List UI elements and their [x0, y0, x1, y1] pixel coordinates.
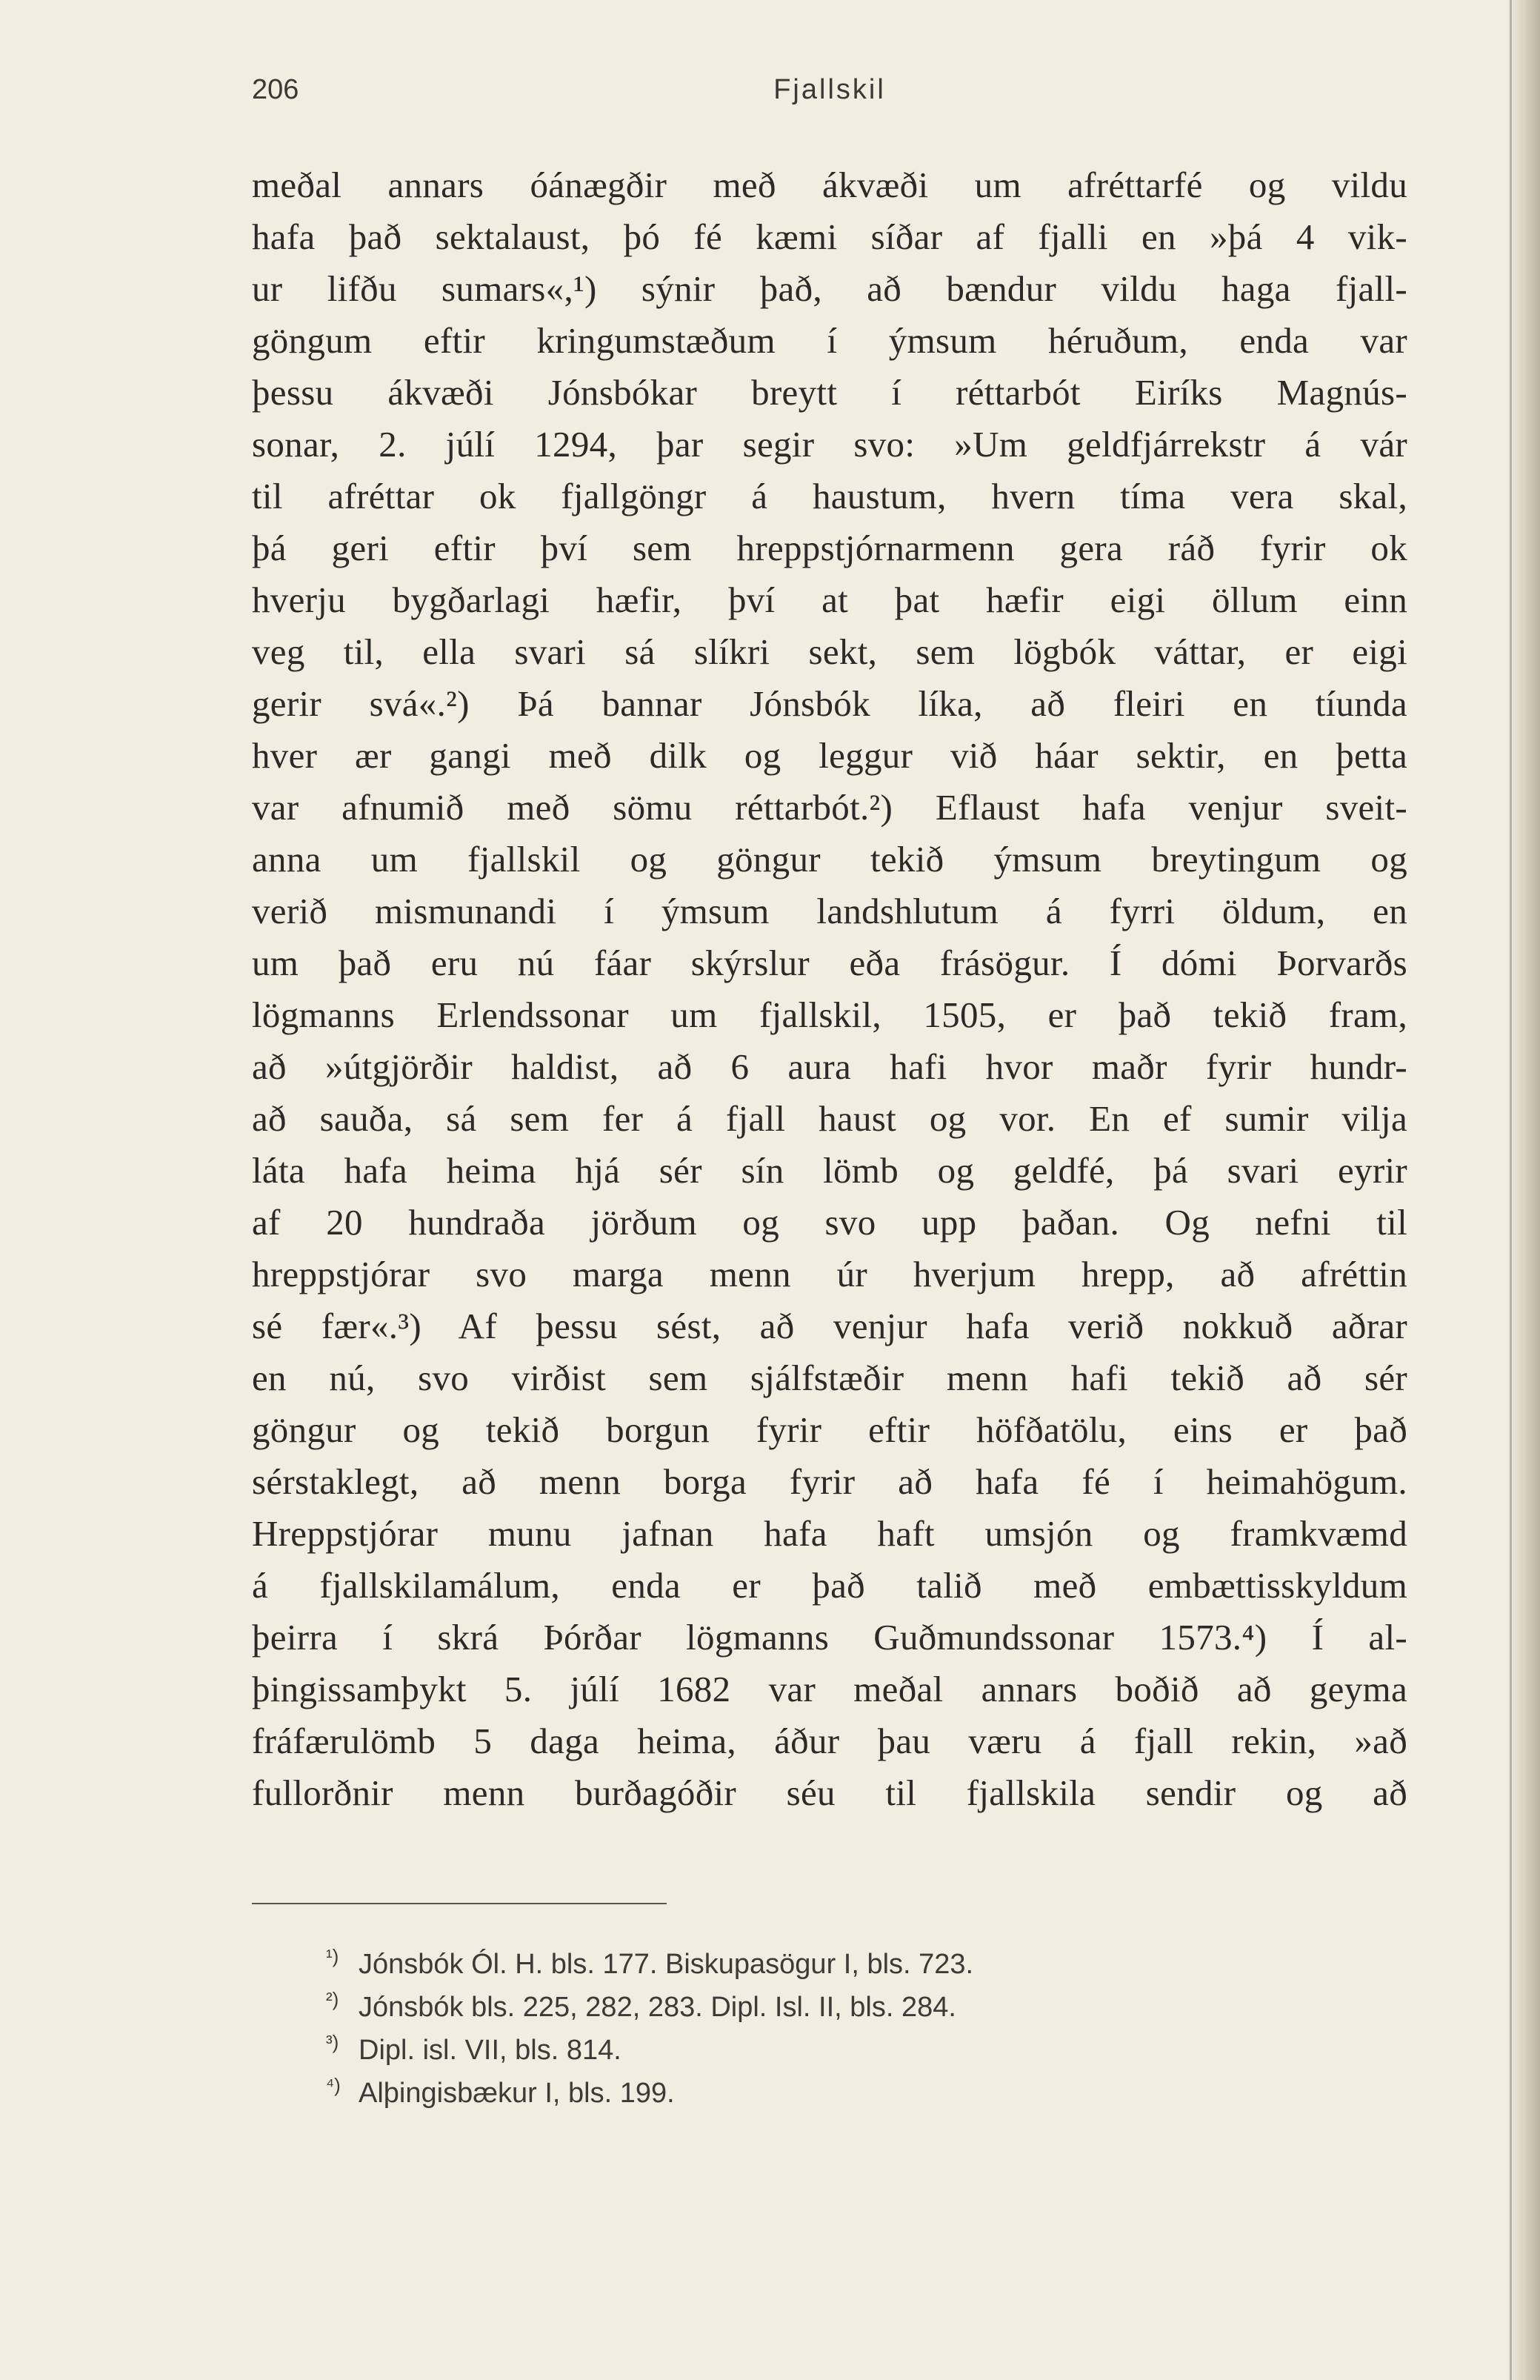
text-line: að »útgjörðir haldist, að 6 aura hafi hvor maðr fyrir hundr-: [252, 1046, 1407, 1087]
text-line: hver ær gangi með dilk og leggur við háar sektir, en þetta: [252, 735, 1407, 776]
page-header: [252, 74, 1407, 119]
text-line: sonar, 2. júlí 1294, þar segir svo: »Um geldfjárrekstr á vár: [252, 424, 1407, 465]
text-line: þá geri eftir því sem hreppstjórnarmenn gera ráð fyrir ok: [252, 528, 1407, 568]
text-line: meðal annars óánægðir með ákvæði um afréttarfé og vildu: [252, 164, 1407, 205]
page-number: 206: [252, 74, 299, 105]
text-line: gerir svá«.²) Þá bannar Jónsbók líka, að fleiri en tíunda: [252, 683, 1407, 724]
page-edge-line: [1510, 0, 1512, 2380]
text-line: til afréttar ok fjallgöngr á haustum, hvern tíma vera skal,: [252, 476, 1407, 516]
footnote-text: Alþingisbækur I, bls. 199.: [359, 2078, 675, 2109]
text-line: ur lifðu sumars«,¹) sýnir það, að bændur vildu haga fjall-: [252, 268, 1407, 309]
text-line: göngum eftir kringumstæðum í ýmsum héruðum, enda var: [252, 320, 1407, 361]
text-line: þingissamþykt 5. júlí 1682 var meðal annars boðið að geyma: [252, 1669, 1407, 1709]
text-line: var afnumið með sömu réttarbót.²) Eflaust hafa venjur sveit-: [252, 787, 1407, 828]
body-text: [252, 159, 1407, 1819]
text-line: lögmanns Erlendssonar um fjallskil, 1505, er það tekið fram,: [252, 994, 1407, 1035]
footnote-1: ¹) Jónsbók Ól. H. bls. 177. Biskupasögur I, bls. 723.: [326, 1945, 974, 1980]
text-line: hreppstjórar svo marga menn úr hverjum hrepp, að afréttin: [252, 1254, 1407, 1294]
text-line: fráfærulömb 5 daga heima, áður þau væru á fjall rekin, »að: [252, 1721, 1407, 1761]
text-line: fullorðnir menn burðagóðir séu til fjallskila sendir og að: [252, 1772, 1407, 1813]
text-line: hverju bygðarlagi hæfir, því at þat hæfir eigi öllum einn: [252, 579, 1407, 620]
footnote-2: ²) Jónsbók bls. 225, 282, 283. Dipl. Isl. II, bls. 284.: [326, 1988, 956, 2023]
footnote-text: Jónsbók bls. 225, 282, 283. Dipl. Isl. II, bls. 284.: [359, 1992, 956, 2023]
text-line: þessu ákvæði Jónsbókar breytt í réttarbót Eiríks Magnús-: [252, 372, 1407, 413]
footnote-text: Jónsbók Ól. H. bls. 177. Biskupasögur I, bls. 723.: [359, 1949, 974, 1980]
text-line: sérstaklegt, að menn borga fyrir að hafa fé í heimahögum.: [252, 1461, 1407, 1502]
footnote-text: Dipl. isl. VII, bls. 814.: [359, 2035, 621, 2066]
text-line: láta hafa heima hjá sér sín lömb og geldfé, þá svari eyrir: [252, 1150, 1407, 1191]
text-line: að sauða, sá sem fer á fjall haust og vor. En ef sumir vilja: [252, 1098, 1407, 1139]
text-line: verið mismunandi í ýmsum landshlutum á fyrri öldum, en: [252, 891, 1407, 931]
text-line: Hreppstjórar munu jafnan hafa haft umsjón og framkvæmd: [252, 1513, 1407, 1554]
text-line: á fjallskilamálum, enda er það talið með embættisskyldum: [252, 1565, 1407, 1606]
text-line: veg til, ella svari sá slíkri sekt, sem lögbók váttar, er eigi: [252, 631, 1407, 672]
running-title: Fjallskil: [773, 74, 886, 105]
text-line: um það eru nú fáar skýrslur eða frásögur. Í dómi Þorvarðs: [252, 943, 1407, 983]
text-line: anna um fjallskil og göngur tekið ýmsum breytingum og: [252, 839, 1407, 880]
text-line: þeirra í skrá Þórðar lögmanns Guðmundssonar 1573.⁴) Í al-: [252, 1617, 1407, 1658]
text-line: göngur og tekið borgun fyrir eftir höfðatölu, eins er það: [252, 1409, 1407, 1450]
text-line: en nú, svo virðist sem sjálfstæðir menn hafi tekið að sér: [252, 1357, 1407, 1398]
footnote-3: ³) Dipl. isl. VII, bls. 814.: [326, 2031, 621, 2066]
text-line: hafa það sektalaust, þó fé kæmi síðar af fjalli en »þá 4 vik-: [252, 216, 1407, 257]
text-line: af 20 hundraða jörðum og svo upp þaðan. Og nefni til: [252, 1202, 1407, 1243]
text-line: sé fær«.³) Af þessu sést, að venjur hafa verið nokkuð aðrar: [252, 1306, 1407, 1346]
footnote-4: ⁴) Alþingisbækur I, bls. 199.: [326, 2074, 675, 2109]
footnotes: [326, 1943, 1289, 2115]
footnote-rule: [252, 1903, 667, 1904]
